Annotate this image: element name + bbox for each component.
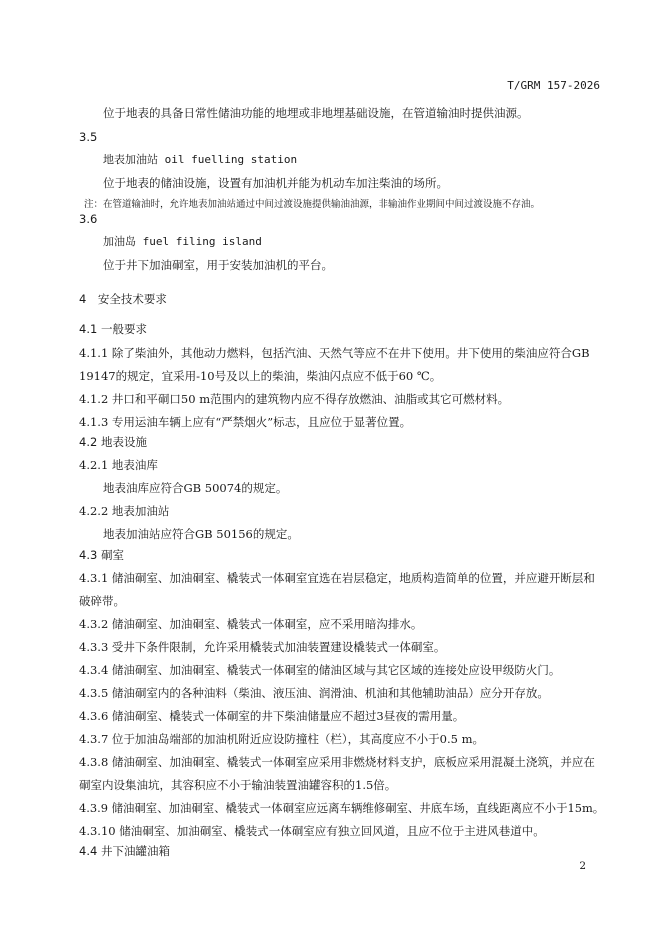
doc-code-header: T/GRM 157-2026 bbox=[507, 79, 600, 92]
clause-4-3-4: 4.3.4 储油硐室、加油硐室、橇装式一体硐室的储油区域与其它区域的连接处应设甲级防火门。 bbox=[79, 663, 561, 677]
definition-3-4-description: 位于地表的具备日常性储油功能的地埋或非地埋基础设施，在管道输油时提供油源。 bbox=[103, 106, 529, 120]
section-4-1-heading: 4.1 一般要求 bbox=[79, 322, 147, 336]
clause-4-3-1-line2: 破碎带。 bbox=[79, 594, 125, 608]
section-4-3-heading: 4.3 硐室 bbox=[79, 548, 124, 562]
clause-4-3-10: 4.3.10 储油硐室、加油硐室、橇装式一体硐室应有独立回风道，且应不位于主进风巷道中。 bbox=[79, 824, 545, 838]
clause-4-1-1-line1: 4.1.1 除了柴油外，其他动力燃料，包括汽油、天然气等应不在井下使用。井下使用的柴油应符合GB bbox=[79, 346, 590, 360]
clause-4-1-2: 4.1.2 井口和平硐口50 m范围内的建筑物内应不得存放燃油、油脂或其它可燃材料。 bbox=[79, 392, 510, 406]
definition-3-5-description: 位于地表的储油设施，设置有加油机并能为机动车加注柴油的场所。 bbox=[103, 176, 448, 190]
term-3-6-title: 加油岛 fuel filing island bbox=[103, 235, 262, 248]
clause-4-3-2: 4.3.2 储油硐室、加油硐室、橇装式一体硐室，应不采用暗沟排水。 bbox=[79, 617, 423, 631]
clause-4-2-1-title: 4.2.1 地表油库 bbox=[79, 458, 158, 472]
clause-4-3-8-line1: 4.3.8 储油硐室、加油硐室、橇装式一体硐室应采用非燃烧材料支护，底板应采用混凝土浇筑，并应在 bbox=[79, 755, 595, 769]
clause-4-3-9: 4.3.9 储油硐室、加油硐室、橇装式一体硐室应远离车辆维修硐室、井底车场，直线距离应不小于15m。 bbox=[79, 801, 605, 815]
term-3-5-title: 地表加油站 oil fuelling station bbox=[103, 153, 298, 166]
clause-4-3-8-line2: 硐室内设集油坑，其容积应不小于输油装置油罐容积的1.5倍。 bbox=[79, 778, 397, 792]
section-4-2-heading: 4.2 地表设施 bbox=[79, 435, 147, 449]
clause-4-3-7: 4.3.7 位于加油岛端部的加油机附近应设防撞柱（栏），其高度应不小于0.5 m。 bbox=[79, 732, 485, 746]
definition-3-6-description: 位于井下加油硐室，用于安装加油机的平台。 bbox=[103, 258, 333, 272]
clause-4-1-3: 4.1.3 专用运油车辆上应有“严禁烟火”标志，且应位于显著位置。 bbox=[79, 415, 412, 429]
clause-4-2-2-body: 地表加油站应符合GB 50156的规定。 bbox=[103, 527, 299, 541]
clause-4-3-6: 4.3.6 储油硐室、橇装式一体硐室的井下柴油储量应不超过3昼夜的需用量。 bbox=[79, 709, 465, 723]
definition-3-5-note: 注：在管道输油时，允许地表加油站通过中间过渡设施提供输油油源，非输油作业期间中间过渡设施不存油。 bbox=[84, 199, 541, 210]
section-4-heading: 4 安全技术要求 bbox=[79, 292, 167, 306]
clause-4-3-5: 4.3.5 储油硐室内的各种油料（柴油、液压油、润滑油、机油和其他辅助油品）应分开存放。 bbox=[79, 686, 549, 700]
clause-4-3-3: 4.3.3 受井下条件限制，允许采用橇装式加油装置建设橇装式一体硐室。 bbox=[79, 640, 446, 654]
clause-number-3-5: 3.5 bbox=[79, 130, 98, 144]
clause-4-2-2-title: 4.2.2 地表加油站 bbox=[79, 504, 170, 518]
clause-4-1-1-line2: 19147的规定，宜采用-10号及以上的柴油，柴油闪点应不低于60 ℃。 bbox=[79, 369, 442, 383]
clause-4-3-1-line1: 4.3.1 储油硐室、加油硐室、橇装式一体硐室宜选在岩层稳定，地质构造简单的位置，并应避开断层和 bbox=[79, 571, 595, 585]
page-number: 2 bbox=[579, 860, 586, 872]
clause-4-2-1-body: 地表油库应符合GB 50074的规定。 bbox=[103, 481, 288, 495]
clause-number-3-6: 3.6 bbox=[79, 212, 98, 226]
section-4-4-heading: 4.4 井下油罐油箱 bbox=[79, 844, 170, 858]
